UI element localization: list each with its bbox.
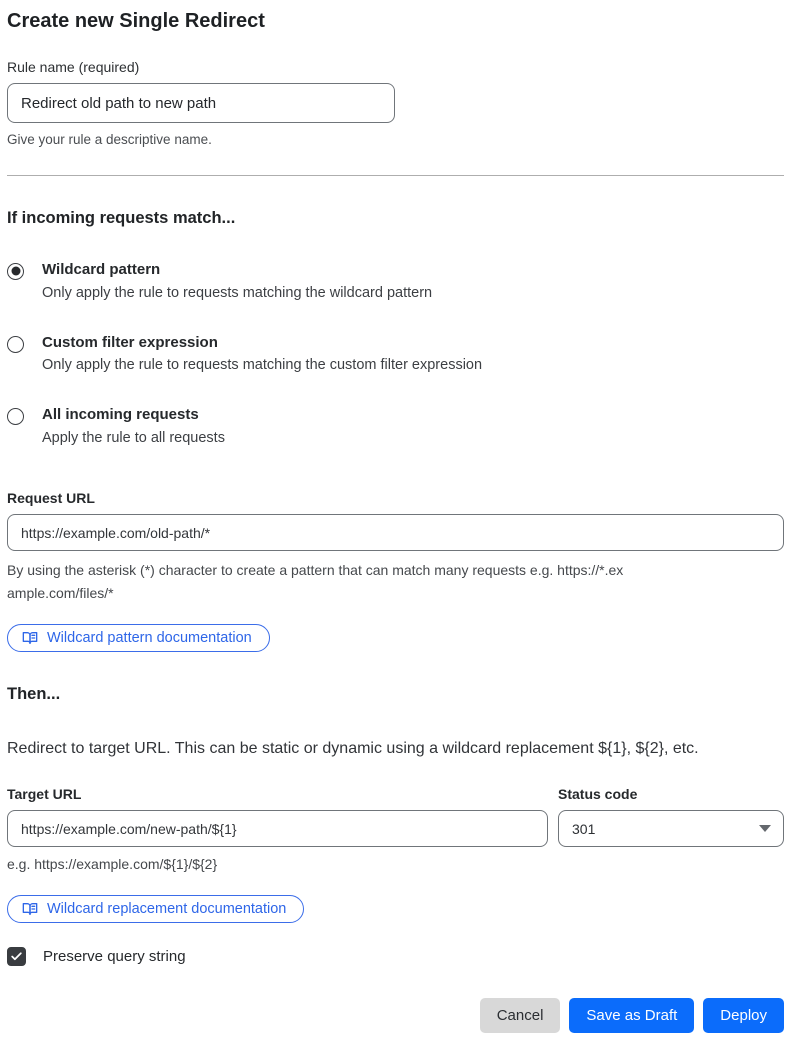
target-url-helper: e.g. https://example.com/${1}/${2} xyxy=(7,856,218,873)
radio-description: Only apply the rule to requests matching the wildcard pattern xyxy=(42,284,433,301)
match-section-heading: If incoming requests match... xyxy=(7,208,236,227)
wildcard-pattern-docs-button[interactable] xyxy=(7,624,270,652)
page-title: Create new Single Redirect xyxy=(7,10,265,32)
save-as-draft-button[interactable]: Save as Draft xyxy=(569,998,694,1033)
target-status-row xyxy=(7,758,784,876)
radio-custom-filter-icon[interactable] xyxy=(7,336,24,353)
radio-label: Custom filter expression xyxy=(42,333,218,351)
radio-description: Only apply the rule to requests matching the custom filter expression xyxy=(42,357,483,374)
section-divider xyxy=(7,175,784,176)
request-url-helper: By using the asterisk (*) character to create a pattern that can match many requests e.g. https://*.example.com/files/* xyxy=(7,562,624,602)
radio-wildcard-pattern-icon[interactable] xyxy=(7,263,24,280)
rule-name-input[interactable] xyxy=(7,83,395,123)
preserve-query-string-row[interactable] xyxy=(7,947,784,966)
request-url-input[interactable] xyxy=(7,514,784,551)
rule-name-helper: Give your rule a descriptive name. xyxy=(7,132,212,147)
status-code-select[interactable] xyxy=(558,810,784,847)
preserve-query-string-label: Preserve query string xyxy=(43,948,186,966)
book-open-icon xyxy=(22,901,38,917)
rule-name-label: Rule name (required) xyxy=(7,59,140,75)
deploy-button[interactable]: Deploy xyxy=(703,998,784,1033)
doc-button-label: Wildcard replacement documentation xyxy=(47,900,287,917)
check-icon xyxy=(10,950,23,963)
radio-all-requests-icon[interactable] xyxy=(7,408,24,425)
radio-option-custom-filter-expression[interactable] xyxy=(7,334,784,374)
chevron-down-icon xyxy=(759,825,771,832)
preserve-query-string-checkbox[interactable] xyxy=(7,947,26,966)
request-url-block xyxy=(7,490,784,652)
then-section-heading: Then... xyxy=(7,685,61,704)
status-code-value: 301 xyxy=(572,820,596,837)
wildcard-replacement-docs-button[interactable] xyxy=(7,895,304,923)
book-open-icon xyxy=(22,630,38,646)
radio-option-wildcard-pattern[interactable] xyxy=(7,261,784,301)
radio-label: Wildcard pattern xyxy=(42,260,161,278)
match-type-radio-group xyxy=(7,261,784,446)
cancel-button[interactable]: Cancel xyxy=(480,998,561,1033)
request-url-label: Request URL xyxy=(7,490,95,507)
footer-actions xyxy=(7,998,784,1033)
radio-option-all-incoming-requests[interactable] xyxy=(7,406,784,446)
target-url-label: Target URL xyxy=(7,786,82,803)
status-code-label: Status code xyxy=(558,786,638,803)
radio-label: All incoming requests xyxy=(42,406,199,424)
doc-button-label: Wildcard pattern documentation xyxy=(47,629,252,646)
target-url-input[interactable] xyxy=(7,810,548,847)
radio-description: Apply the rule to all requests xyxy=(42,430,225,447)
then-description: Redirect to target URL. This can be static or dynamic using a wildcard replacement ${1}, ${2}, etc. xyxy=(7,740,699,758)
